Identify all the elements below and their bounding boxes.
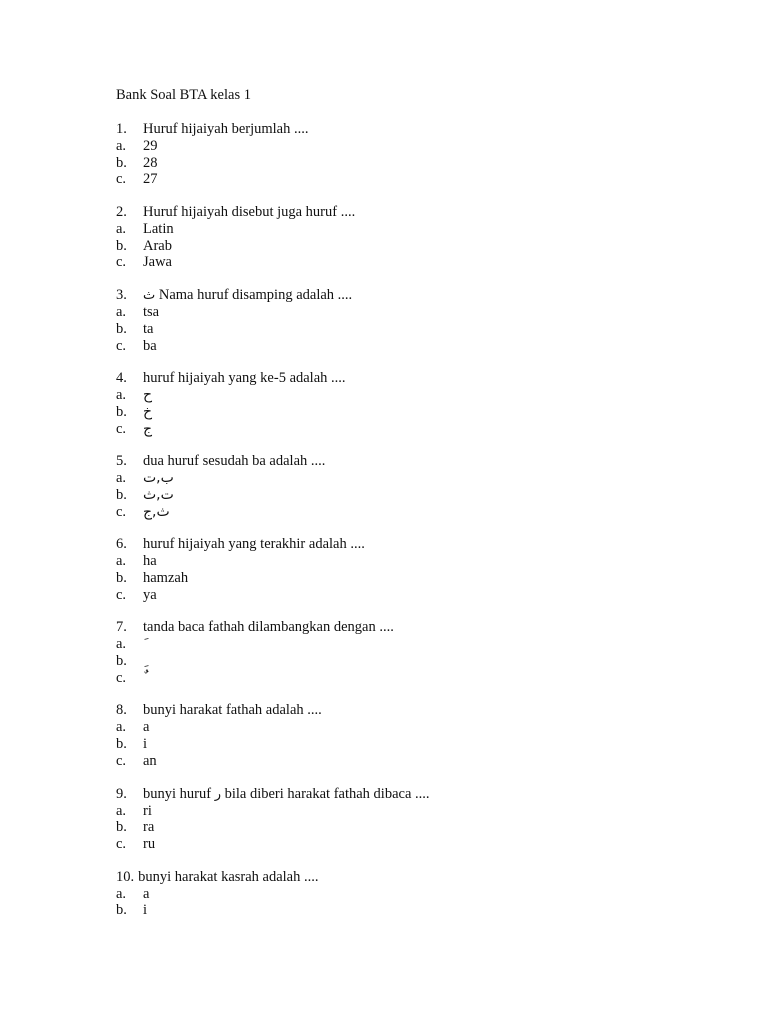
option-letter: b.	[116, 902, 127, 919]
option-text: ba	[143, 337, 157, 354]
answer-option	[116, 171, 716, 188]
answer-option	[116, 338, 716, 355]
question-number: 7.	[116, 619, 127, 636]
answer-option	[116, 819, 716, 836]
question-text-part: Nama huruf disamping adalah ....	[155, 287, 353, 304]
option-letter: a.	[116, 802, 127, 819]
question-stem	[116, 619, 716, 636]
question-number: 4.	[116, 370, 127, 387]
question-item	[116, 869, 716, 919]
option-letter: c.	[116, 420, 127, 437]
option-text: ha	[143, 553, 157, 570]
question-item	[116, 121, 716, 188]
answer-option	[116, 753, 716, 770]
option-text: a	[143, 885, 150, 902]
question-text	[138, 869, 318, 886]
question-item	[116, 619, 716, 686]
option-text: Jawa	[143, 254, 172, 271]
answer-option	[116, 470, 716, 487]
option-letter: b.	[116, 570, 127, 586]
question-number: 10.	[116, 868, 135, 885]
option-text: ra	[143, 819, 155, 836]
question-item	[116, 453, 716, 520]
answer-option	[116, 504, 716, 521]
option-text: خ	[143, 403, 153, 420]
question-number: 9.	[116, 785, 127, 802]
answer-option	[116, 836, 716, 853]
option-text: ri	[143, 802, 152, 819]
option-text: hamzah	[143, 570, 189, 586]
option-letter: a.	[116, 221, 127, 238]
answer-option	[116, 404, 716, 421]
question-text-part: huruf hijaiyah yang terakhir adalah ....	[143, 536, 365, 553]
question-stem	[116, 786, 716, 803]
question-text	[143, 702, 322, 719]
answer-option	[116, 670, 716, 687]
question-stem	[116, 287, 716, 304]
answer-option	[116, 155, 716, 172]
answer-option	[116, 886, 716, 903]
question-item	[116, 702, 716, 769]
question-number: 6.	[116, 536, 127, 553]
question-number: 5.	[116, 453, 127, 470]
option-text: tsa	[143, 304, 160, 321]
question-stem	[116, 869, 716, 886]
option-text: ح	[143, 387, 153, 404]
question-stem	[116, 370, 716, 387]
question-text	[143, 287, 352, 304]
option-text: ta	[143, 320, 154, 337]
answer-option	[116, 421, 716, 438]
answer-option	[116, 487, 716, 504]
question-list	[116, 121, 716, 919]
option-letter: c.	[116, 254, 127, 271]
option-letter: a.	[116, 138, 127, 154]
question-text-part: bunyi harakat kasrah adalah ....	[138, 868, 319, 885]
option-text: ب,ت	[143, 470, 174, 487]
answer-option	[116, 221, 716, 238]
question-number: 1.	[116, 121, 127, 137]
question-item	[116, 786, 716, 853]
question-stem	[116, 453, 716, 470]
document-page	[116, 87, 716, 935]
option-letter: c.	[116, 752, 127, 769]
question-text-part: bunyi harakat fathah adalah ....	[143, 702, 322, 719]
question-number: 2.	[116, 204, 127, 221]
question-text	[143, 786, 430, 803]
arabic-letter: ث	[143, 288, 156, 304]
answer-option	[116, 238, 716, 255]
option-letter: a.	[116, 553, 127, 570]
option-text: ru	[143, 835, 156, 852]
option-letter: c.	[116, 586, 127, 603]
option-text: i	[143, 902, 148, 919]
question-text-part: bunyi huruf	[143, 785, 215, 802]
answer-option	[116, 387, 716, 404]
question-item	[116, 287, 716, 354]
question-stem	[116, 204, 716, 221]
option-letter: a.	[116, 470, 127, 487]
answer-option	[116, 570, 716, 587]
question-stem	[116, 536, 716, 553]
answer-option	[116, 138, 716, 155]
question-stem	[116, 121, 716, 138]
option-letter: b.	[116, 819, 127, 836]
question-number: 8.	[116, 702, 127, 719]
option-letter: b.	[116, 237, 127, 254]
question-text-part: tanda baca fathah dilambangkan dengan ....	[143, 619, 394, 636]
option-text: 28	[143, 154, 158, 171]
answer-option	[116, 803, 716, 820]
option-text: Arab	[143, 237, 172, 254]
question-text	[143, 536, 365, 553]
answer-option	[116, 719, 716, 736]
question-item	[116, 536, 716, 603]
option-text: ت,ث	[143, 486, 174, 503]
question-text	[143, 121, 309, 138]
option-letter: a.	[116, 885, 127, 902]
option-letter: c.	[116, 171, 127, 188]
option-letter: b.	[116, 486, 127, 503]
question-text	[143, 370, 346, 387]
option-text: a	[143, 719, 150, 736]
question-text-part: huruf hijaiyah yang ke-5 adalah ....	[143, 370, 346, 387]
option-letter: a.	[116, 719, 127, 736]
option-text: 29	[143, 138, 158, 154]
answer-option	[116, 254, 716, 271]
question-number: 3.	[116, 287, 127, 304]
option-letter: c.	[116, 669, 127, 686]
question-text-part: dua huruf sesudah ba adalah ....	[143, 453, 326, 470]
option-letter: c.	[116, 337, 127, 354]
question-text-part: Huruf hijaiyah berjumlah ....	[143, 121, 309, 137]
question-stem	[116, 702, 716, 719]
option-letter: b.	[116, 154, 127, 171]
option-letter: b.	[116, 403, 127, 420]
option-text: Latin	[143, 221, 174, 238]
arabic-letter: ر	[214, 786, 221, 802]
answer-option	[116, 587, 716, 604]
answer-option	[116, 636, 716, 653]
option-text: 27	[143, 171, 158, 188]
option-letter: a.	[116, 636, 127, 653]
option-letter: c.	[116, 503, 127, 520]
option-text: an	[143, 752, 157, 769]
option-text: ث,ج	[143, 503, 170, 520]
document-title: Bank Soal BTA kelas 1	[116, 87, 251, 103]
answer-option	[116, 736, 716, 753]
option-letter: b.	[116, 736, 127, 753]
option-text: ya	[143, 586, 157, 603]
option-letter: b.	[116, 320, 127, 337]
question-text	[143, 453, 325, 470]
answer-option	[116, 321, 716, 338]
option-text: ج	[143, 420, 153, 437]
question-text	[143, 619, 394, 636]
question-item	[116, 204, 716, 271]
question-text-part: bila diberi harakat fathah dibaca ....	[220, 785, 430, 802]
question-item	[116, 370, 716, 437]
answer-option	[116, 653, 716, 670]
option-letter: b.	[116, 653, 127, 670]
question-text-part: Huruf hijaiyah disebut juga huruf ....	[143, 204, 356, 221]
option-letter: c.	[116, 835, 127, 852]
answer-option	[116, 902, 716, 919]
answer-option	[116, 304, 716, 321]
option-letter: a.	[116, 304, 127, 321]
question-text	[143, 204, 355, 221]
answer-option	[116, 553, 716, 570]
option-letter: a.	[116, 387, 127, 404]
option-text: i	[143, 736, 148, 753]
